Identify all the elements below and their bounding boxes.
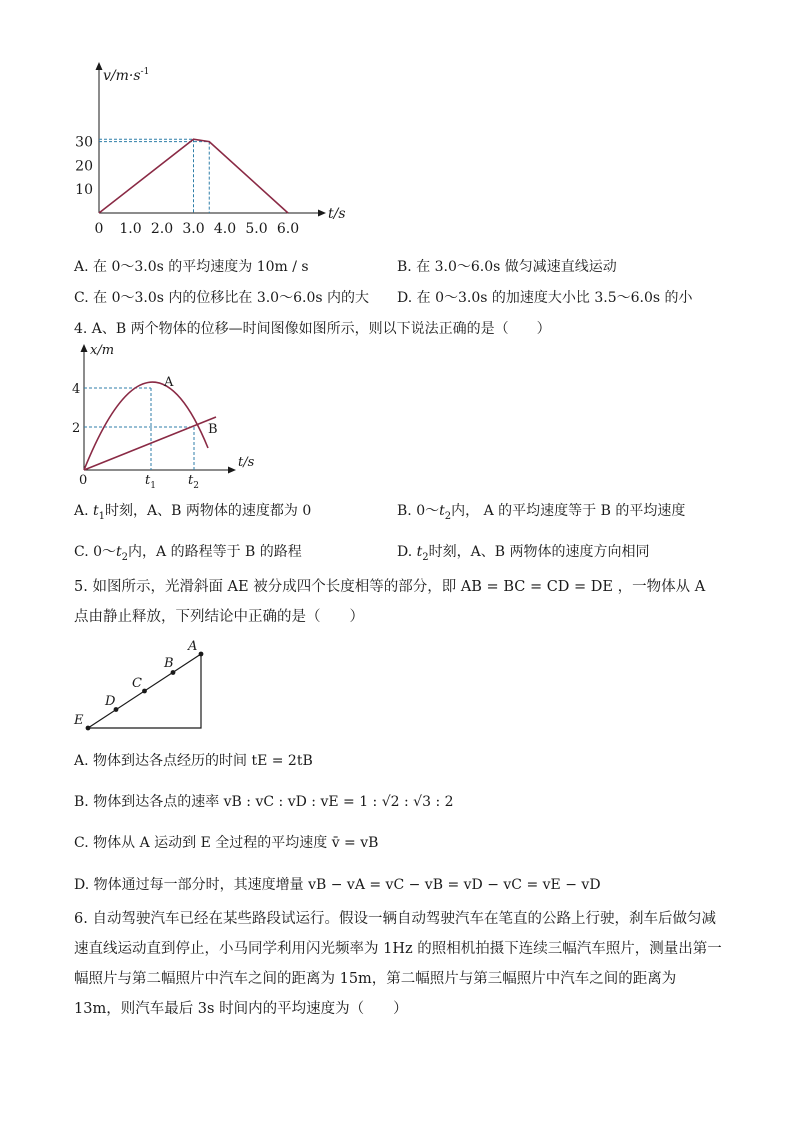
point-c: [142, 689, 147, 694]
vt-chart: [60, 60, 360, 240]
q4-option-a: A. $t_1$时刻，A、B 两物体的速度都为 0: [74, 503, 312, 522]
vt-ytick-label: 10: [75, 182, 93, 199]
xt-label-t1: $t_1$: [145, 473, 156, 490]
label-c: C: [132, 676, 142, 691]
xt-figure: [70, 340, 270, 490]
vt-xtick-label: 2.0: [150, 221, 174, 237]
vt-xtick-label: 3.0: [182, 221, 205, 237]
xt-ylabel: x/m: [90, 343, 115, 358]
q5-option-d: D. 物体通过每一部分时，其速度增量 vB − vA = vC − vB = vD − vC = vE − vD: [74, 877, 601, 893]
point-a: [199, 652, 204, 657]
label-b: B: [164, 656, 174, 671]
vt-x-arrow: [318, 210, 326, 217]
xt-origin: 0: [79, 473, 88, 488]
vt-xlabel: t/s: [328, 206, 346, 222]
vt-xtick-label: 6.0: [276, 221, 300, 237]
q5-option-c: C. 物体从 A 运动到 E 全过程的平均速度 v̄ = vB: [74, 835, 379, 851]
point-e: [86, 726, 91, 731]
xt-tick-2: 2: [72, 421, 81, 436]
q6-stem: 6. 自动驾驶汽车已经在某些路段试运行。假设一辆自动驾驶汽车在笔直的公路上行驶，刹车后做匀减速直线运动直到停止，小马同学利用闪光频率为 1Hz 的照相机拍摄下连续三幅汽车照片，测量出第一幅照片与第二幅照片中汽车之间的距离为 15m，第二幅照片与第三幅照片中汽车之间的距离为 13m，则汽车最后 3s 时间内的平均速度为（ ）: [74, 911, 722, 1017]
q3-option-d: D. 在 0～3.0s 的加速度大小比 3.5～6.0s 的小: [397, 290, 693, 306]
xt-x-arrow: [228, 467, 236, 474]
q4-option-d: D. $t_2$时刻，A、B 两物体的速度方向相同: [397, 544, 650, 563]
q4-option-b: B. $0\sim t_2$内， A 的平均速度等于 B 的平均速度: [397, 503, 686, 522]
xt-label-b: B: [208, 422, 218, 437]
xt-xlabel: t/s: [238, 455, 255, 470]
vt-y-arrow: [96, 62, 103, 70]
xt-label-t2: $t_2$: [188, 473, 199, 490]
vt-ytick-label: 20: [75, 158, 93, 175]
xt-label-a: A: [164, 375, 174, 390]
vt-ytick-label: 30: [75, 134, 93, 151]
label-d: D: [105, 694, 116, 709]
q4-stem: 4. A、B 两个物体的位移—时间图像如图所示，则以下说法正确的是（ ）: [74, 321, 551, 337]
q3-option-b: B. 在 3.0～6.0s 做匀减速直线运动: [397, 259, 617, 275]
q5-option-a: A. 物体到达各点经历的时间 tE = 2tB: [74, 753, 313, 769]
xt-y-arrow: [81, 344, 88, 352]
vt-xtick-label: 5.0: [245, 221, 268, 237]
q3-option-a: A. 在 0～3.0s 的平均速度为 10m / s: [74, 259, 309, 275]
vt-xtick-label: 0: [94, 221, 104, 237]
xt-curve-a: [84, 382, 208, 470]
vt-xtick-label: 4.0: [213, 221, 237, 237]
q4-option-c: C. $0\sim t_2$内，A 的路程等于 B 的路程: [74, 544, 302, 563]
xt-tick-4: 4: [72, 382, 81, 397]
vt-xtick-label: 1.0: [119, 221, 142, 237]
q5-option-b: B. 物体到达各点的速率 vB : vC : vD : vE = 1 : √2 : √3 : 2: [74, 794, 454, 810]
q3-option-c: C. 在 0～3.0s 内的位移比在 3.0～6.0s 内的大: [74, 290, 369, 306]
q5-stem: 5. 如图所示，光滑斜面 AE 被分成四个长度相等的部分，即 AB = BC = CD = DE ，一物体从 A 点由静止释放，下列结论中正确的是（ ）: [74, 579, 706, 625]
incline-figure: [70, 636, 220, 736]
label-e: E: [74, 713, 84, 728]
label-a: A: [188, 639, 198, 654]
xt-line-b: [84, 417, 216, 470]
vt-ylabel: $v/m\cdot s^{-1}$: [103, 67, 150, 84]
